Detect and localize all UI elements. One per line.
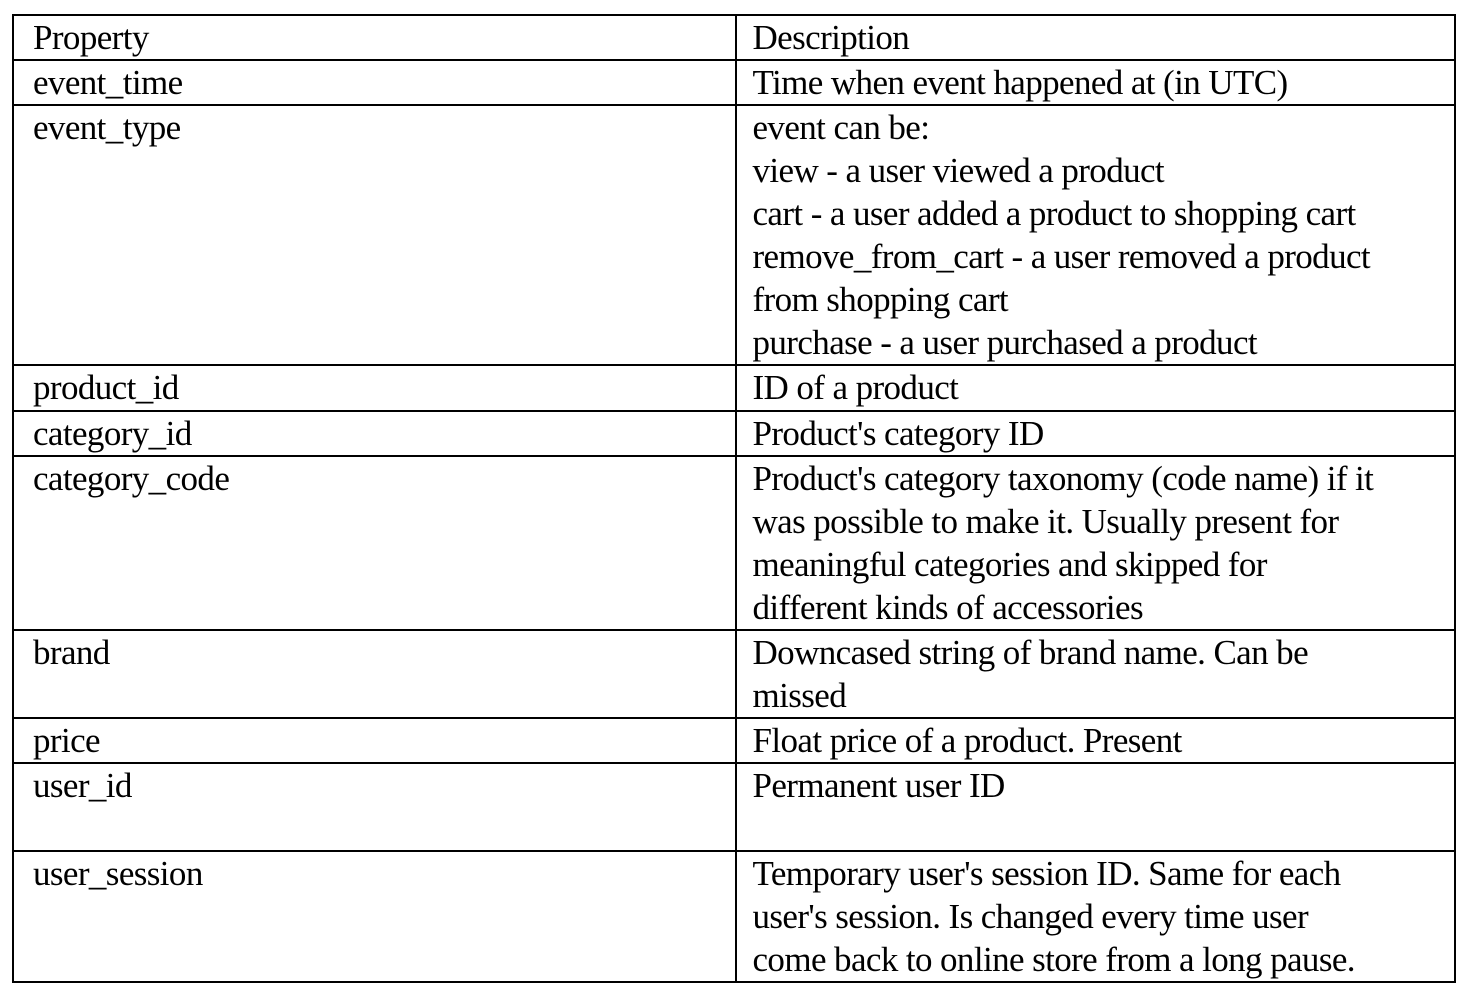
table-row	[13, 630, 1455, 718]
table-row	[13, 851, 1455, 982]
description-line: user's session. Is changed every time user	[752, 897, 1309, 936]
table-row	[13, 718, 1455, 763]
description-line: view - a user viewed a product	[752, 151, 1165, 190]
property-cell	[13, 105, 736, 365]
property-name: brand	[33, 633, 110, 672]
table-row	[13, 763, 1455, 851]
property-cell	[13, 851, 736, 982]
description-cell	[736, 411, 1456, 456]
description-line: Downcased string of brand name. Can be	[752, 633, 1309, 672]
property-name: category_id	[33, 414, 192, 453]
table-row	[13, 105, 1455, 365]
description-line: different kinds of accessories	[752, 588, 1144, 627]
description-line	[753, 807, 1455, 850]
description-line: come back to online store from a long pause.	[752, 940, 1355, 979]
description-cell	[736, 718, 1456, 763]
description-line: cart - a user added a product to shopping cart	[752, 194, 1356, 233]
table-header-row	[13, 15, 1455, 60]
description-line: purchase - a user purchased a product	[752, 323, 1258, 362]
table-row	[13, 365, 1455, 411]
description-cell	[736, 105, 1456, 365]
property-name: price	[33, 721, 100, 760]
description-cell	[736, 456, 1456, 630]
description-line: Product's category taxonomy (code name) if it	[752, 459, 1374, 498]
property-cell	[13, 60, 736, 105]
table-row	[13, 411, 1455, 456]
property-cell	[13, 763, 736, 851]
property-name: category_code	[33, 459, 230, 498]
description-line: event can be:	[752, 108, 930, 147]
description-line: from shopping cart	[752, 280, 1009, 319]
description-line: Product's category ID	[752, 414, 1044, 453]
description-cell	[736, 630, 1456, 718]
description-line: meaningful categories and skipped for	[752, 545, 1267, 584]
description-line: Permanent user ID	[752, 766, 1005, 805]
property-name: product_id	[33, 368, 179, 407]
header-cell-description	[736, 15, 1456, 60]
table-row	[13, 456, 1455, 630]
property-name: event_type	[33, 108, 181, 147]
description-cell	[736, 365, 1456, 411]
description-cell	[736, 60, 1456, 105]
property-cell	[13, 630, 736, 718]
description-line: Float price of a product. Present	[752, 721, 1182, 760]
header-property-label: Property	[33, 18, 149, 57]
description-line: Time when event happened at (in UTC)	[752, 63, 1288, 102]
property-description-table	[12, 14, 1456, 983]
property-cell	[13, 456, 736, 630]
property-cell	[13, 411, 736, 456]
description-cell	[736, 851, 1456, 982]
description-cell	[736, 763, 1456, 851]
description-line: Temporary user's session ID. Same for each	[752, 854, 1341, 893]
description-line: missed	[752, 676, 847, 715]
table-row	[13, 60, 1455, 105]
property-name: user_session	[33, 854, 203, 893]
description-line: ID of a product	[752, 368, 959, 407]
property-name: user_id	[33, 766, 132, 805]
header-cell-property	[13, 15, 736, 60]
property-cell	[13, 718, 736, 763]
description-line: was possible to make it. Usually present for	[752, 502, 1339, 541]
description-line: remove_from_cart - a user removed a product	[752, 237, 1371, 276]
property-cell	[13, 365, 736, 411]
header-description-label: Description	[752, 18, 910, 57]
property-name: event_time	[33, 63, 183, 102]
